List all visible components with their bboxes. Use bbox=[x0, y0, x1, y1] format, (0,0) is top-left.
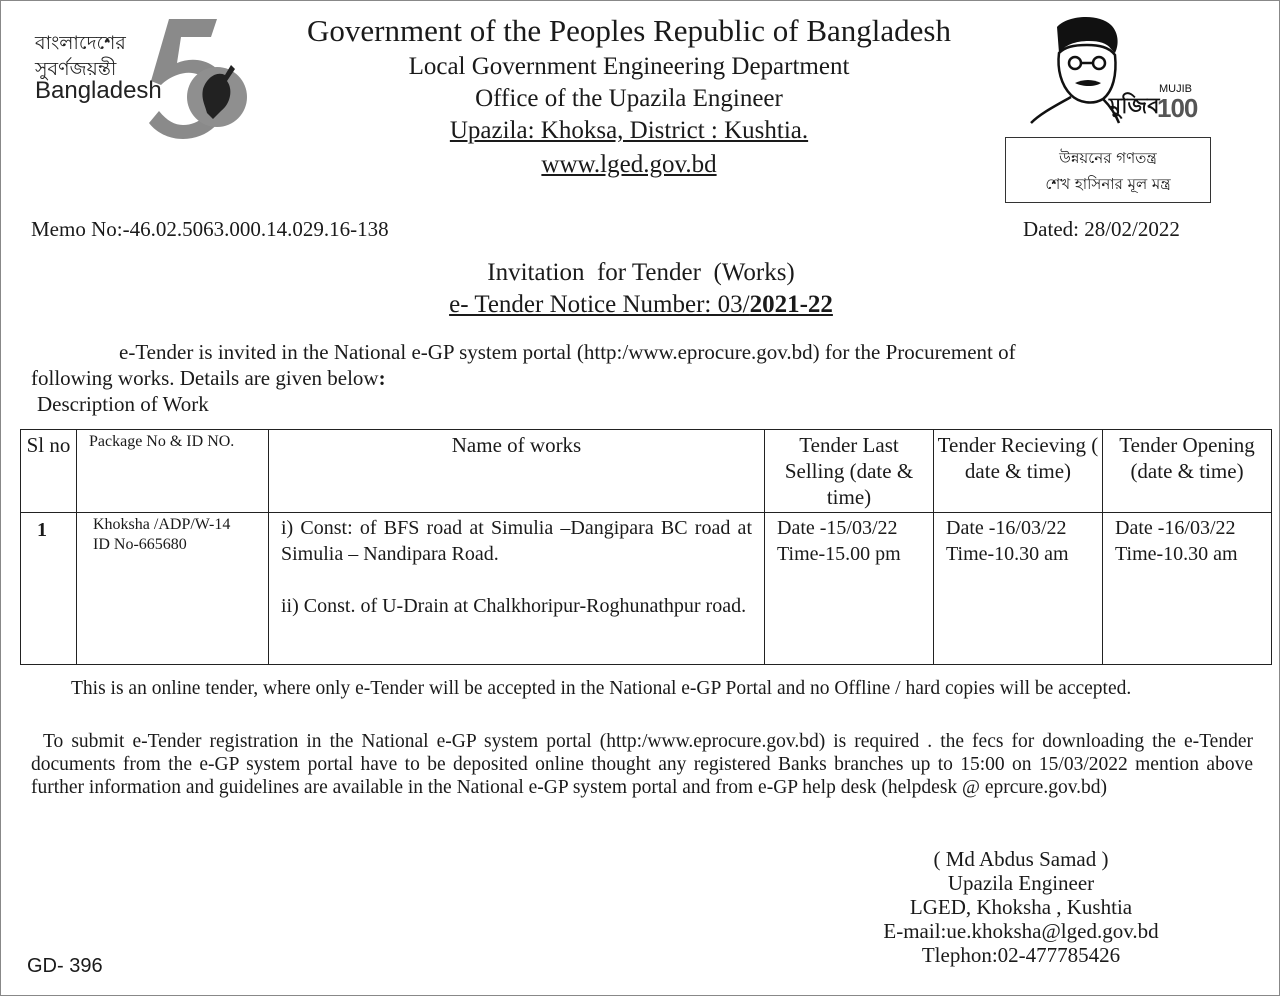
header-receiving: Tender Recieving ( date & time) bbox=[934, 430, 1103, 513]
mujib-number-text: 100 bbox=[1157, 93, 1198, 123]
package-id: ID No-665680 bbox=[93, 536, 187, 553]
registration-paragraph: To submit e-Tender registration in the National e-GP system portal (http:/www.eprocure.gov.bd) is required . the fecs for downloading the e-Tender documents from the e-GP system portal have to be deposited online thought any registered Banks branches up to 15:00 on 15/03/2022 mention above further information and guidelines are available in the National e-GP system portal and from e-GP help desk (helpdesk @ eprcure.gov.bd) bbox=[31, 731, 1253, 798]
work-item-2: ii) Const. of U-Drain at Chalkhoripur-Roghunathpur road. bbox=[281, 595, 747, 617]
header-opening: Tender Opening (date & time) bbox=[1103, 430, 1272, 513]
opening-date: Date -16/03/22 bbox=[1115, 517, 1236, 539]
slogan-line2: শেখ হাসিনার মূল মন্ত্র bbox=[1045, 175, 1171, 193]
cell-receiving bbox=[934, 513, 1103, 665]
header-department: Local Government Engineering Department bbox=[408, 53, 850, 80]
logo-english-text: Bangladesh bbox=[35, 77, 162, 104]
intro-colon: : bbox=[378, 366, 386, 390]
mujib-english-text: MUJIB bbox=[1159, 83, 1192, 95]
gd-number: GD- 396 bbox=[27, 955, 103, 977]
signature-block bbox=[861, 847, 1181, 967]
notice-number-prefix: e- Tender Notice Number: 03/ bbox=[449, 291, 750, 318]
selling-time: Time-15.00 pm bbox=[777, 543, 901, 565]
signatory-office: LGED, Khoksha , Kushtia bbox=[909, 895, 1133, 919]
table-row bbox=[21, 513, 1272, 665]
slogan-box bbox=[1005, 137, 1211, 203]
signatory-email[interactable]: E-mail:ue.khoksha@lged.gov.bd bbox=[883, 919, 1159, 943]
signatory-phone: Tlephon:02-477785426 bbox=[921, 943, 1121, 967]
notice-number-year: 2021-22 bbox=[749, 291, 833, 318]
cell-sl: 1 bbox=[21, 513, 77, 665]
tender-table bbox=[20, 429, 1272, 665]
intro-paragraph bbox=[31, 339, 1241, 391]
cell-works bbox=[269, 513, 765, 665]
cell-package bbox=[77, 513, 269, 665]
signatory-designation: Upazila Engineer bbox=[947, 871, 1095, 895]
header-government: Government of the Peoples Republic of Bangladesh bbox=[307, 13, 951, 48]
receiving-date: Date -16/03/22 bbox=[946, 517, 1067, 539]
cell-opening bbox=[1103, 513, 1272, 665]
logo-bangla-line2: সুবর্ণজয়ন্তী bbox=[35, 58, 117, 80]
signatory-name: ( Md Abdus Samad ) bbox=[933, 847, 1109, 871]
intro-line2-wrap bbox=[31, 365, 1241, 391]
table-header-row bbox=[21, 430, 1272, 513]
header-website-link[interactable]: www.lged.gov.bd bbox=[541, 151, 717, 178]
slogan-line1: উন্নয়নের গণতন্ত্র bbox=[1059, 149, 1157, 167]
receiving-time: Time-10.30 am bbox=[946, 543, 1069, 565]
header-sl-no: Sl no bbox=[21, 430, 77, 513]
header-office: Office of the Upazila Engineer bbox=[475, 85, 783, 112]
notice-date: Dated: 28/02/2022 bbox=[1023, 217, 1180, 241]
intro-line1: e-Tender is invited in the National e-GP system portal (http:/www.eprocure.gov.bd) for the Procurement of bbox=[119, 340, 1016, 364]
package-code: Khoksha /ADP/W-14 bbox=[93, 516, 231, 533]
notice-title: Invitation for Tender (Works) bbox=[487, 259, 795, 286]
mujib-100-logo bbox=[1027, 13, 1197, 125]
description-label: Description of Work bbox=[37, 392, 209, 416]
header-last-selling: Tender Last Selling (date & time) bbox=[765, 430, 934, 513]
header-name-of-works: Name of works bbox=[269, 430, 765, 513]
notice-number bbox=[1, 291, 1281, 319]
cell-selling bbox=[765, 513, 934, 665]
work-item-1: i) Const: of BFS road at Simulia –Dangipara BC road at Simulia – Nandipara Road. bbox=[281, 517, 752, 565]
selling-date: Date -15/03/22 bbox=[777, 517, 898, 539]
intro-line2: following works. Details are given below bbox=[31, 366, 379, 390]
header-upazila: Upazila: Khoksa, District : Kushtia. bbox=[449, 117, 809, 144]
opening-time: Time-10.30 am bbox=[1115, 543, 1238, 565]
mujib-bangla-text: মুজিব bbox=[1109, 94, 1160, 119]
online-tender-paragraph: This is an online tender, where only e-Tender will be accepted in the National e-GP Portal and no Offline / hard copies will be accepted. bbox=[71, 678, 1132, 699]
logo-bangla-line1: বাংলাদেশের bbox=[35, 32, 126, 54]
golden-jubilee-logo bbox=[29, 15, 251, 147]
header-package: Package No & ID NO. bbox=[77, 430, 269, 513]
memo-number: Memo No:-46.02.5063.000.14.029.16-138 bbox=[31, 217, 389, 241]
